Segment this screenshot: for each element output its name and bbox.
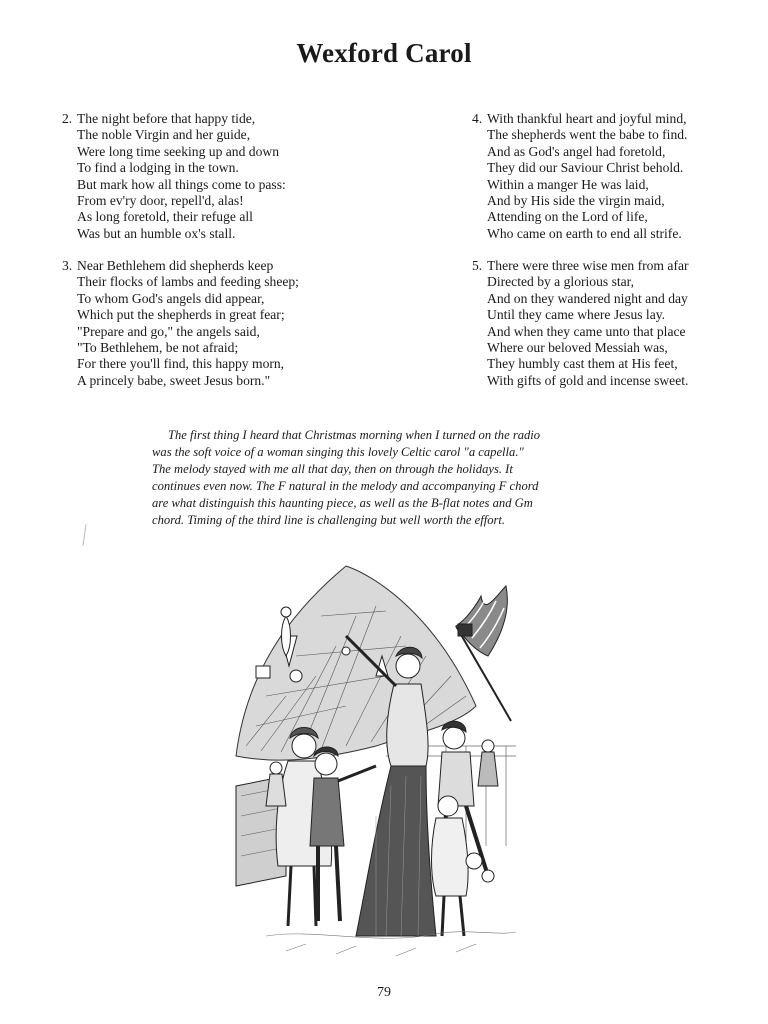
verse-5	[472, 258, 689, 389]
note-line: are what distinguish this haunting piece, as well as the B-flat notes and Gm	[152, 496, 533, 510]
author-note	[152, 427, 632, 529]
verse-line: Were long time seeking up and down	[77, 143, 280, 159]
verse-line: They did our Saviour Christ behold.	[487, 160, 684, 176]
verse-line: Attending on the Lord of life,	[487, 209, 648, 225]
verse-4	[472, 111, 687, 242]
verse-2	[62, 111, 286, 242]
verse-number: 5.	[472, 258, 483, 273]
verse-line: 3. Near Bethlehem did shepherds keep	[62, 258, 274, 273]
verse-line: For there you'll find, this happy morn,	[77, 356, 285, 372]
verse-line: From ev'ry door, repell'd, alas!	[77, 193, 244, 209]
note-line: The first thing I heard that Christmas morning when I turned on the radio	[168, 428, 541, 442]
verse-line: But mark how all things come to pass:	[77, 176, 286, 192]
page-title: Wexford Carol	[296, 38, 472, 68]
verse-line: Directed by a glorious star,	[487, 274, 635, 290]
verse-line: 2. The night before that happy tide,	[62, 111, 256, 126]
verse-line: The shepherds went the babe to find.	[487, 127, 688, 143]
christmas-tree-family-engraving-icon	[226, 556, 526, 964]
note-line: continues even now. The F natural in the melody and accompanying F chord	[152, 479, 539, 493]
verse-number: 3.	[62, 258, 73, 273]
page-number: 79	[377, 985, 391, 1000]
verse-line: With gifts of gold and incense sweet.	[487, 372, 689, 388]
verse-line: And by His side the virgin maid,	[487, 193, 665, 209]
verse-line: They humbly cast them at His feet,	[487, 356, 678, 372]
verse-line: Was but an humble ox's stall.	[77, 225, 236, 241]
verse-line: As long foretold, their refuge all	[77, 209, 253, 225]
verse-line: And as God's angel had foretold,	[487, 143, 666, 159]
note-line: was the soft voice of a woman singing this lovely Celtic carol "a capella."	[152, 445, 524, 459]
note-line: chord. Timing of the third line is challenging but well worth the effort.	[152, 513, 506, 527]
verse-line: Until they came where Jesus lay.	[487, 307, 666, 323]
verse-line: Who came on earth to end all strife.	[487, 225, 682, 241]
verse-line: To whom God's angels did appear,	[77, 290, 265, 306]
verse-3	[62, 258, 299, 389]
verse-number: 4.	[472, 111, 483, 126]
verse-line: "Prepare and go," the angels said,	[77, 323, 260, 339]
verse-line: The noble Virgin and her guide,	[77, 127, 251, 143]
verse-line: To find a lodging in the town.	[77, 160, 239, 176]
verse-line: And when they came unto that place	[487, 323, 686, 339]
verse-line: 5. There were three wise men from afar	[472, 258, 689, 273]
verse-number: 2.	[62, 111, 73, 126]
verse-line: Within a manger He was laid,	[487, 176, 649, 192]
verse-line: Where our beloved Messiah was,	[487, 340, 668, 356]
verse-line: A princely babe, sweet Jesus born."	[77, 372, 271, 388]
note-line: The melody stayed with me all that day, then on through the holidays. It	[152, 462, 513, 476]
verse-line: And on they wandered night and day	[487, 290, 688, 306]
verse-line: Their flocks of lambs and feeding sheep;	[77, 274, 299, 290]
stray-pencil-mark	[82, 524, 86, 546]
verse-line: Which put the shepherds in great fear;	[77, 307, 285, 323]
verse-line: "To Bethlehem, be not afraid;	[77, 340, 239, 356]
verse-line: 4. With thankful heart and joyful mind,	[472, 111, 687, 126]
